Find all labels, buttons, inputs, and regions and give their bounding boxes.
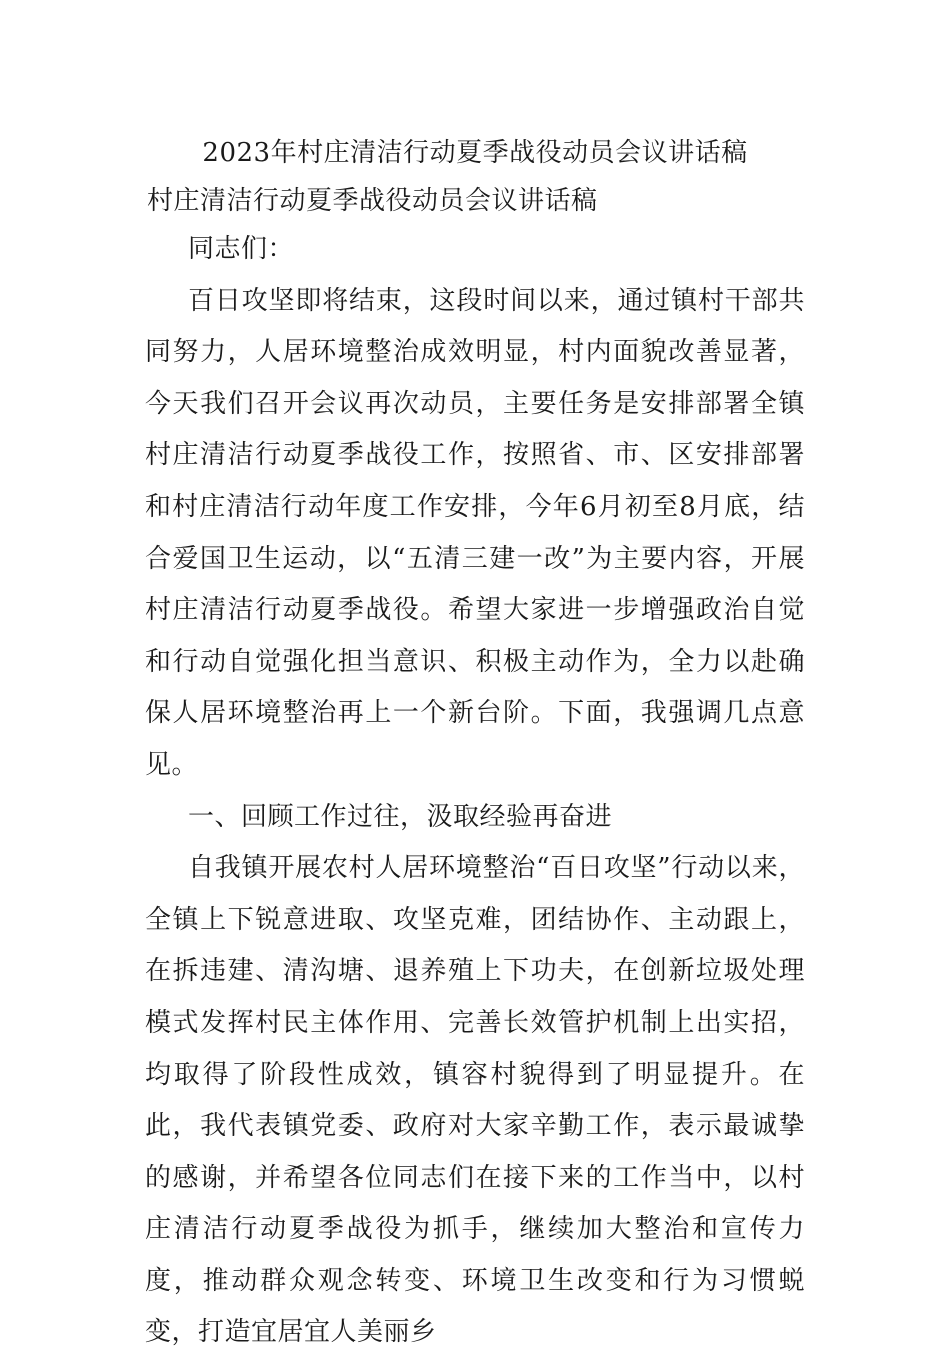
section-heading-1: 一、回顾工作过往，汲取经验再奋进	[188, 801, 613, 832]
section-1-paragraph: 自我镇开展农村人居环境整治“百日攻坚”行动以来，全镇上下锐意进取、攻坚克难，团结协作、主动跟上，在拆违建、清沟塘、退养殖上下功夫，在创新垃圾处理模式发挥村民主体作用、完善长效管护机制上出实招，均取得了阶段性成效，镇容村貌得到了明显提升。在此，我代表镇党委、政府对大家辛勤工作，表示最诚挚的感谢，并希望各位同志们在接下来的工作当中，以村庄清洁行动夏季战役为抓手，继续加大整治和宣传力度，推动群众观念转变、环境卫生改变和行为习惯蜕变，打造宜居宜人美丽乡	[145, 853, 805, 1348]
document-title: 2023年村庄清洁行动夏季战役动员会议讲话稿	[202, 138, 748, 168]
document-body	[145, 224, 805, 1359]
salutation-paragraph: 同志们：	[188, 234, 295, 264]
intro-paragraph: 百日攻坚即将结束，这段时间以来，通过镇村干部共同努力，人居环境整治成效明显，村内面貌改善显著，今天我们召开会议再次动员，主要任务是安排部署全镇村庄清洁行动夏季战役工作，按照省、市、区安排部署和村庄清洁行动年度工作安排，今年6月初至8月底，结合爱国卫生运动，以“五清三建一改”为主要内容，开展村庄清洁行动夏季战役。希望大家进一步增强政治自觉和行动自觉强化担当意识、积极主动作为，全力以赴确保人居环境整治再上一个新台阶。下面，我强调几点意见。	[145, 285, 805, 780]
document-subtitle: 村庄清洁行动夏季战役动员会议讲话稿	[147, 186, 598, 216]
